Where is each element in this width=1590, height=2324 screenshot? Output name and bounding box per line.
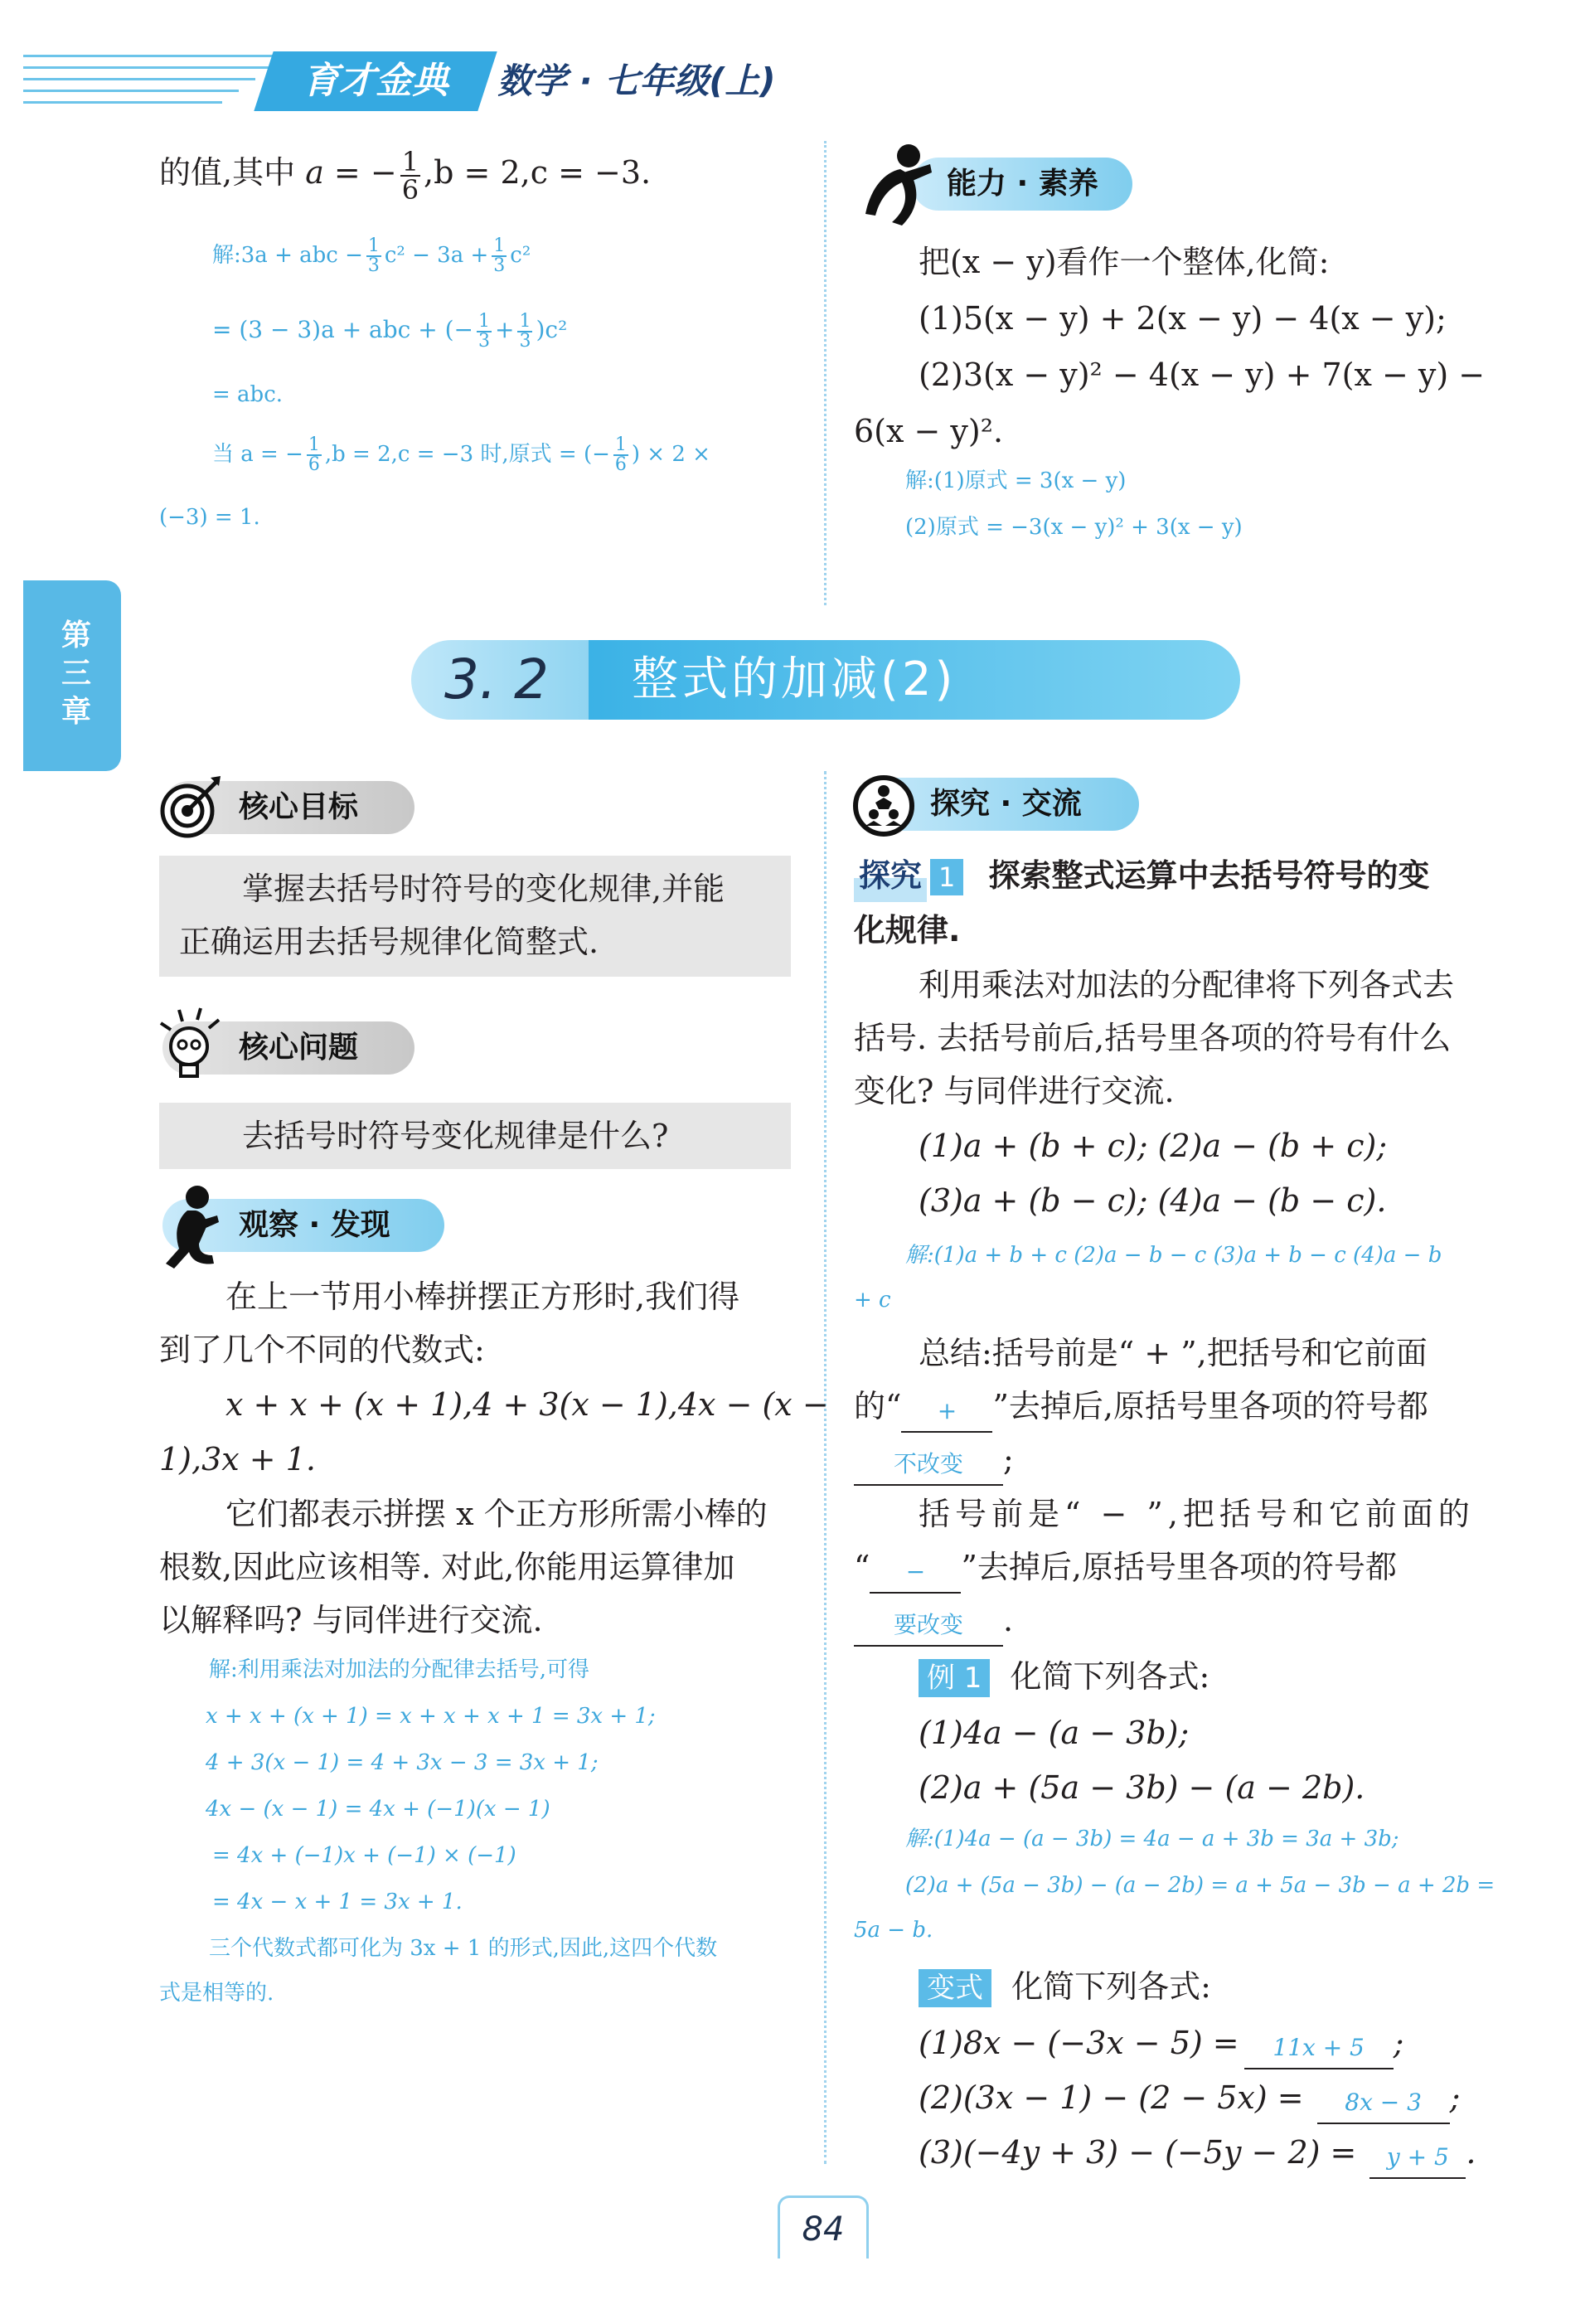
section-number-block	[411, 640, 610, 720]
column-divider-top	[824, 141, 827, 605]
variant-tag: 变式	[919, 1969, 991, 2007]
explore-questions-line-1: (1)a + (b + c); (2)a − (b + c);	[919, 1128, 1388, 1164]
header-brand-banner	[254, 51, 497, 111]
example-tag: 例 1	[919, 1659, 990, 1697]
explore-p-line-3: 变化? 与同伴进行交流.	[854, 1073, 1175, 1109]
observe-solution-line-3: 4 + 3(x − 1) = 4 + 3x − 3 = 3x + 1;	[206, 1750, 599, 1775]
solution-line-5: (−3) = 1.	[159, 505, 260, 530]
observe-badge-label: 观察 · 发现	[239, 1208, 390, 1242]
core-goal-badge	[162, 781, 414, 834]
observe-p2-line-3: 以解释吗? 与同伴进行交流.	[159, 1602, 543, 1638]
section-banner	[411, 640, 1240, 720]
section-number: 3. 2	[444, 648, 549, 711]
target-icon	[156, 774, 224, 842]
variant-question-2: (2)(3x − 1) − (2 − 5x) = 8x − 3 ;	[919, 2071, 1460, 2124]
solution-line-4: 当 a = − $\frac{1}{6}$ ,b = 2,c = −3 时,原式 = (− $\frac{1}{6}$ ) × 2 ×	[212, 434, 710, 475]
summary-2-blank-1: −	[870, 1552, 961, 1594]
core-goal-line-2: 正确运用去括号规律化简整式.	[179, 924, 599, 960]
header-subject: 数学 · 七年级(上)	[497, 61, 776, 101]
summary-1-line-1: 总结:括号前是“ + ”,把括号和它前面	[919, 1335, 1428, 1371]
observe-solution-line-5: = 4x + (−1)x + (−1) × (−1)	[212, 1843, 516, 1868]
observe-p2-line-1: 它们都表示拼摆 x 个正方形所需小棒的	[225, 1496, 768, 1532]
problem-statement: 的值,其中 a = − $\frac{1}{6}$ ,b = 2,c = −3.	[159, 145, 652, 206]
explore-p-line-1: 利用乘法对加法的分配律将下列各式去	[919, 967, 1455, 1003]
explore-tag: 探究	[854, 849, 927, 902]
core-goal-box	[159, 856, 791, 977]
runner-icon	[851, 139, 942, 230]
summary-2-line-3: 要改变 .	[854, 1594, 1013, 1647]
observe-p2-line-2: 根数,因此应该相等. 对此,你能用运算律加	[159, 1549, 735, 1585]
observe-expressions-line-2: 1),3x + 1.	[159, 1441, 316, 1477]
variant-question-3: (3)(−4y + 3) − (−5y − 2) = y + 5 .	[919, 2126, 1476, 2179]
observe-solution-line-8: 式是相等的.	[159, 1981, 274, 2006]
thinking-person-icon	[154, 1182, 227, 1269]
variant-answer-1: 11x + 5	[1244, 2028, 1394, 2069]
section-title: 整式的加减(2)	[632, 653, 957, 706]
ability-answer-2: (2)原式 = −3(x − y)² + 3(x − y)	[905, 515, 1243, 540]
explore-title-line-2: 化规律.	[854, 912, 961, 949]
explore-badge	[854, 778, 1139, 831]
core-question-text: 去括号时符号变化规律是什么?	[242, 1118, 669, 1154]
core-question-badge-label: 核心问题	[239, 1031, 359, 1065]
summary-1-blank-1: +	[901, 1391, 992, 1433]
core-goal-line-1: 掌握去括号时符号的变化规律,并能	[242, 871, 725, 907]
core-question-box	[159, 1103, 791, 1169]
lightbulb-icon	[153, 1005, 227, 1084]
page-number: 84	[778, 2195, 869, 2259]
solution-line-3: = abc.	[212, 382, 284, 407]
ability-badge-label: 能力 · 素养	[947, 167, 1098, 201]
variant-question-1: (1)8x − (−3x − 5) = 11x + 5 ;	[919, 2016, 1403, 2069]
core-goal-badge-label: 核心目标	[239, 790, 359, 824]
summary-1-line-2: 的“ + ”去掉后,原括号里各项的符号都	[854, 1380, 1428, 1433]
core-question-badge	[162, 1021, 414, 1075]
example-question-1: (1)4a − (a − 3b);	[919, 1715, 1190, 1751]
section-title-block	[589, 640, 1240, 720]
observe-badge	[162, 1199, 444, 1252]
observe-solution-line-6: = 4x − x + 1 = 3x + 1.	[212, 1890, 463, 1914]
explore-answer-line-2: + c	[854, 1288, 891, 1312]
summary-2-line-1: 括号前是“ − ”,把括号和它前面的	[919, 1496, 1475, 1532]
observe-p1-line-2: 到了几个不同的代数式:	[159, 1332, 485, 1368]
explore-questions-line-2: (3)a + (b − c); (4)a − (b − c).	[919, 1182, 1387, 1219]
variant-answer-3: y + 5	[1369, 2137, 1466, 2179]
summary-1-line-3: 不改变 ;	[854, 1433, 1014, 1486]
ability-intro: 把(x − y)看作一个整体,化简:	[919, 244, 1330, 280]
observe-solution-line-2: x + x + (x + 1) = x + x + x + 1 = 3x + 1;	[206, 1704, 656, 1729]
chapter-tab	[23, 580, 121, 771]
explore-badge-label: 探究 · 交流	[930, 787, 1082, 821]
summary-2-line-2: “ − ”去掉后,原括号里各项的符号都	[854, 1540, 1397, 1594]
ability-question-2-line-1: (2)3(x − y)² − 4(x − y) + 7(x − y) −	[919, 357, 1486, 393]
header-brand: 育才金典	[303, 60, 448, 102]
column-divider-bottom	[824, 771, 827, 2164]
ability-question-1: (1)5(x − y) + 2(x − y) − 4(x − y);	[919, 300, 1447, 337]
solution-line-2: = (3 − 3)a + abc + (− $\frac{1}{3}$ + $\frac{1}{3}$ )c²	[212, 310, 568, 352]
variant-title: 变式 化简下列各式:	[919, 1960, 1211, 2013]
example-answer-3: 5a − b.	[854, 1918, 933, 1943]
observe-solution-line-4: 4x − (x − 1) = 4x + (−1)(x − 1)	[206, 1797, 550, 1822]
summary-1-blank-2: 不改变	[854, 1444, 1003, 1486]
ability-badge	[912, 158, 1132, 211]
example-answer-1: 解:(1)4a − (a − 3b) = 4a − a + 3b = 3a + 3b;	[905, 1827, 1399, 1851]
ability-answer-1: 解:(1)原式 = 3(x − y)	[905, 468, 1127, 493]
chapter-tab-label: 第三章	[61, 619, 91, 729]
solution-line-1: 解:3a + abc − $\frac{1}{3}$ c² − 3a + $\frac{1}{3}$ c²	[212, 235, 531, 276]
example-1-title: 例 1 化简下列各式:	[919, 1650, 1209, 1703]
summary-2-blank-2: 要改变	[854, 1605, 1003, 1647]
ability-question-2-line-2: 6(x − y)².	[854, 413, 1004, 449]
explore-answer-line-1: 解:(1)a + b + c (2)a − b − c (3)a + b − c (4)a − b	[905, 1243, 1442, 1268]
example-question-2: (2)a + (5a − 3b) − (a − 2b).	[919, 1769, 1365, 1806]
observe-p1-line-1: 在上一节用小棒拼摆正方形时,我们得	[225, 1278, 740, 1315]
observe-expressions-line-1: x + x + (x + 1),4 + 3(x − 1),4x − (x −	[225, 1386, 829, 1423]
explore-tag-number: 1	[930, 859, 963, 895]
group-discussion-icon	[851, 773, 917, 839]
variant-answer-2: 8x − 3	[1317, 2083, 1450, 2124]
explore-title-line-1: 探究 1 探索整式运算中去括号符号的变	[854, 849, 1429, 902]
observe-solution-line-7: 三个代数式都可化为 3x + 1 的形式,因此,这四个代数	[209, 1936, 718, 1961]
example-answer-2: (2)a + (5a − 3b) − (a − 2b) = a + 5a − 3b − a + 2b =	[905, 1873, 1495, 1898]
observe-solution-line-1: 解:利用乘法对加法的分配律去括号,可得	[209, 1657, 590, 1682]
explore-p-line-2: 括号. 去括号前后,括号里各项的符号有什么	[854, 1020, 1452, 1056]
